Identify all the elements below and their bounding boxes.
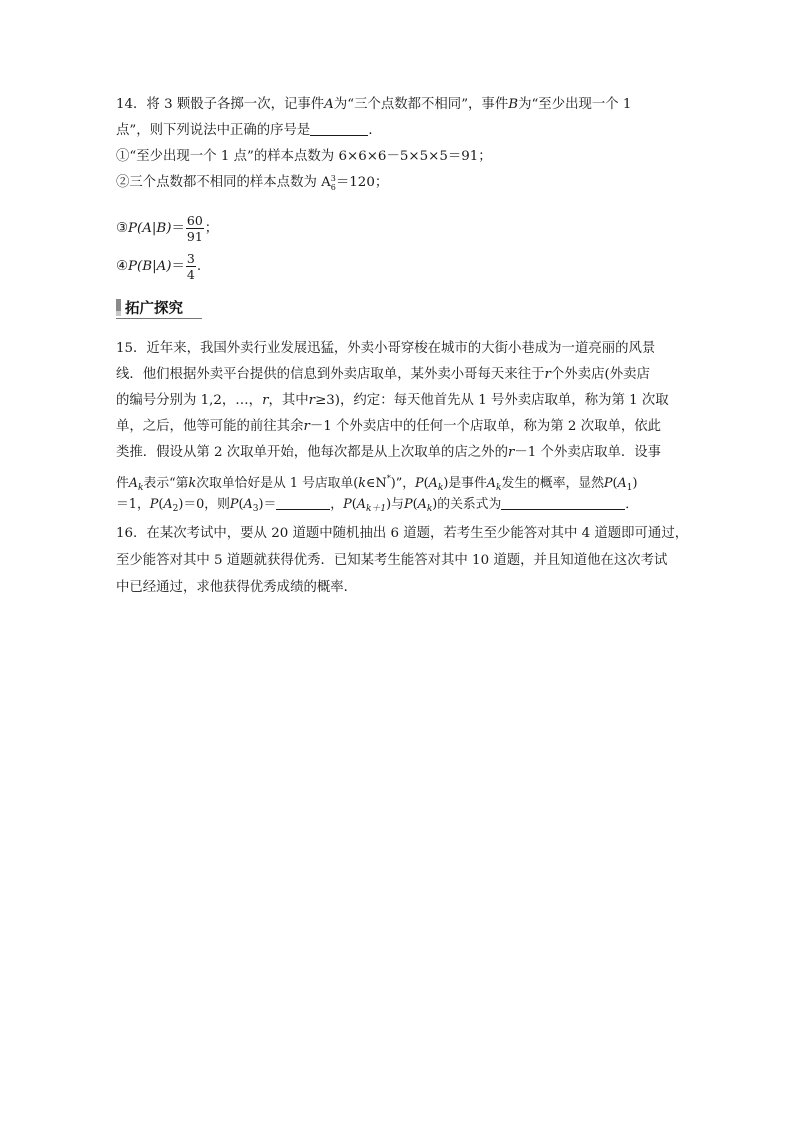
q15-text: 表示“第 [143, 476, 189, 491]
var-r: r [262, 393, 269, 408]
var-a: A [428, 476, 438, 491]
subscript: 3 [252, 504, 259, 514]
option-text: ＝120； [335, 175, 389, 190]
subscript: k [426, 504, 433, 514]
q14-line-1 [116, 95, 631, 115]
section-title: 拓广探究 [125, 300, 183, 317]
q15-text: ，其中 [268, 393, 309, 408]
subscript: k [437, 483, 444, 493]
option-text: ； [204, 221, 219, 236]
q15-text: ( [238, 497, 244, 512]
q15-text: －1 个外卖店中的任何一个店取单，称为第 2 次取单，依此 [309, 419, 662, 434]
subscript: k [496, 483, 502, 493]
superscript: * [386, 474, 391, 483]
q15-line-7 [116, 495, 638, 515]
q15-text: ． [625, 497, 639, 512]
var-b: B [508, 97, 519, 112]
q15-text: )的关系式为 [432, 497, 502, 512]
q15-text: 单，之后，他等可能的前往其余 [116, 419, 304, 434]
q15-text: ＝1， [116, 497, 150, 512]
q14-option-1 [116, 147, 492, 167]
q15-text: ≥3)，约定：每天他首先从 1 号外卖店取单，称为第 1 次取 [315, 393, 669, 408]
q14-text: 点”，则下列说法中正确的序号是 [116, 123, 311, 138]
q14-option-4 [116, 251, 201, 281]
fraction [186, 213, 204, 244]
subscript: 1 [626, 483, 633, 493]
answer-blank [501, 495, 625, 510]
q15-text: )与 [386, 497, 404, 512]
equals: ＝ [171, 221, 185, 236]
var-p: P [229, 497, 239, 512]
q15-text: )”， [390, 476, 416, 491]
probability-expr: P(B|A) [128, 259, 172, 274]
var-p: P [403, 497, 413, 512]
q15-text: )＝ [258, 497, 277, 512]
var-k: k [188, 476, 197, 491]
var-r: r [507, 445, 515, 460]
q14-text: ． [368, 123, 382, 138]
q14-option-2 [116, 173, 388, 193]
q15-text: 线．他们根据外卖平台提供的信息到外卖店取单，某外卖小哥每天来往于 [116, 367, 545, 382]
q15-text: 个外卖店(外卖店 [550, 367, 650, 382]
answer-blank [310, 121, 368, 136]
option-text: ②三个点数都不相同的样本点数为 A [116, 175, 331, 190]
q15-text: －1 个外卖店取单．设事 [514, 445, 662, 460]
q16-line-3 [116, 578, 357, 598]
var-k: k [358, 476, 367, 491]
q15-text: ( [423, 476, 429, 491]
var-a: A [486, 476, 497, 491]
subscript: k＋1 [365, 504, 387, 514]
q14-line-2 [116, 121, 382, 141]
q15-line-3 [116, 391, 669, 411]
section-marker-icon [116, 299, 121, 316]
option-text: ①“至少出现一个 1 点”的样本点数为 6×6×6－5×5×5＝91； [116, 149, 492, 164]
q15-text: 发生的概率，显然 [501, 476, 604, 491]
q15-text: ( [351, 497, 357, 512]
q15-text: ( [158, 497, 164, 512]
probability-expr: P(A|B) [128, 221, 172, 236]
q16-line-1 [116, 524, 689, 544]
q15-text: )是事件 [443, 476, 487, 491]
q15-text: 件 [116, 476, 129, 491]
subscript: 6 [330, 182, 336, 192]
q15-text: )＝0，则 [178, 497, 230, 512]
q15-text: ， [330, 497, 344, 512]
q14-text: 14．将 3 颗骰子各掷一次，记事件 [116, 97, 325, 112]
var-p: P [343, 497, 352, 512]
q14-option-3 [116, 213, 218, 243]
denominator: 4 [186, 267, 195, 282]
var-a: A [356, 497, 366, 512]
answer-blank [276, 495, 330, 510]
var-p: P [603, 476, 613, 491]
q15-text: 次取单恰好是从 1 号店取单( [196, 476, 359, 491]
subscript: 2 [172, 504, 179, 514]
var-r: r [303, 419, 310, 434]
q15-text: ) [632, 476, 638, 491]
q15-line-1 [116, 339, 676, 359]
q15-text: ( [612, 476, 618, 491]
q16-text: 至少能答对其中 5 道题就获得优秀．已知某考生能答对其中 10 道题，并且知道他在这次考试 [116, 553, 668, 568]
var-a: A [243, 497, 253, 512]
q15-text: 类推．假设从第 2 次取单开始，他每次都是从上次取单的店之外的 [116, 445, 508, 460]
var-a: A [617, 476, 627, 491]
q15-text: ∈N [366, 476, 387, 491]
var-p: P [149, 497, 159, 512]
var-r: r [308, 393, 316, 408]
q14-text: 为“至少出现一个 1 [518, 97, 632, 112]
var-a: A [163, 497, 173, 512]
denominator: 91 [186, 229, 203, 244]
var-a: A [324, 97, 334, 112]
q15-line-6 [116, 469, 638, 493]
section-header [116, 296, 202, 319]
q16-text: 中已经通过，求他获得优秀成绩的概率． [116, 580, 358, 595]
q14-text: 为“三个点数都不相同”，事件 [333, 97, 509, 112]
numerator: 60 [186, 213, 203, 228]
var-a: A [417, 497, 427, 512]
var-p: P [415, 476, 424, 491]
equals: ＝ [171, 259, 185, 274]
q15-text: 15．近年来，我国外卖行业发展迅猛，外卖小哥穿梭在城市的大街小巷成为一道亮丽的风景 [116, 341, 656, 356]
fraction [186, 251, 196, 282]
q16-text: 16．在某次考试中，要从 20 道题中随机抽出 6 道题，若考生至少能答对其中 4 道题即可通过， [116, 526, 689, 541]
var-r: r [544, 367, 551, 382]
q16-line-2 [116, 551, 676, 571]
superscript: 3 [330, 173, 336, 183]
q15-line-2 [116, 365, 650, 385]
numerator: 3 [186, 251, 195, 266]
q15-text: ( [412, 497, 418, 512]
var-a: A [128, 476, 139, 491]
q15-line-4 [116, 417, 661, 437]
option-marker: ④ [116, 259, 129, 274]
option-text: . [196, 259, 202, 274]
q15-line-5 [116, 443, 661, 463]
subscript: k [138, 483, 144, 493]
q15-text: 的编号分别为 1,2，…， [116, 393, 263, 408]
option-marker: ③ [116, 221, 129, 236]
